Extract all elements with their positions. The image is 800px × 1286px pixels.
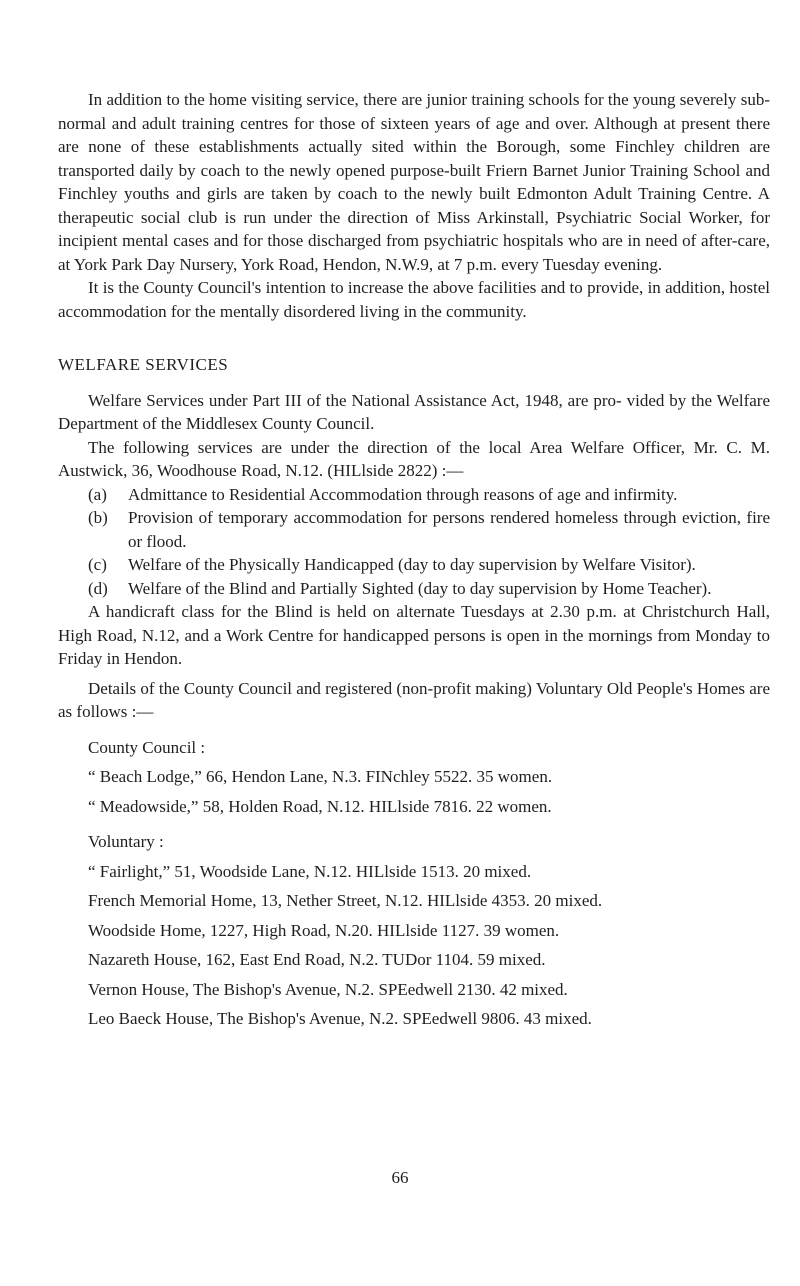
home-entry: Nazareth House, 162, East End Road, N.2. TUDor 1104. 59 mixed.	[88, 950, 546, 969]
home-entry: Vernon House, The Bishop's Avenue, N.2. SPEedwell 2130. 42 mixed.	[88, 979, 568, 999]
intro-paragraph-1: In addition to the home visiting service, there are junior training schools for the young severely sub-normal and adult training centres for those of sixteen years of age and over. Although at present there are none of these establishments actually sited within the Borough, some Finchley children are transported daily by coach to the newly opened purpose-built Friern Barnet Junior Training School and Finchley youths and girls are taken by coach to the newly built Edmonton Adult Training Centre. A therapeutic social club is run under the direction of Miss Arkinstall, Psychiatric Social Worker, for incipient mental cases and for those discharged from psychiatric hospitals who are in need of after-care, at York Park Day Nursery, York Road, Hendon, N.W.9, at 7 p.m. every Tuesday evening.	[58, 90, 770, 274]
intro-paragraph-2: It is the County Council's intention to increase the above facilities and to provide, in addition, hostel accommodation for the mentally disordered living in the community.	[58, 278, 770, 321]
list-item-text: Admittance to Residential Accommodation through reasons of age and infirmity.	[128, 484, 678, 504]
list-item	[58, 577, 770, 601]
welfare-paragraph-2: The following services are under the direction of the local Area Welfare Officer, Mr. C. M. Austwick, 36, Woodhouse Road, N.12. (HILlside 2822) :—	[58, 437, 770, 480]
list-item	[58, 506, 770, 553]
home-entry: “ Fairlight,” 51, Woodside Lane, N.12. HILlside 1513. 20 mixed.	[88, 861, 532, 881]
welfare-paragraph-1: Welfare Services under Part III of the National Assistance Act, 1948, are pro- vided by the Welfare Department of the Middlesex County Council.	[58, 390, 770, 433]
list-item-text: Provision of temporary accommodation for persons rendered homeless through eviction, fire or flood.	[128, 508, 770, 551]
after-list-paragraph-2: Details of the County Council and registered (non-profit making) Voluntary Old People's Homes are as follows :—	[58, 678, 770, 721]
section-heading-welfare: WELFARE SERVICES	[58, 355, 229, 374]
list-item	[58, 553, 770, 577]
after-list-paragraph-1: A handicraft class for the Blind is held on alternate Tuesdays at 2.30 p.m. at Christchurch Hall, High Road, N.12, and a Work Centre for handicapped persons is open in the mornings from Monday to Friday in Hendon.	[58, 602, 770, 668]
list-item-letter: (b)	[88, 508, 108, 527]
list-item-letter: (a)	[88, 484, 107, 504]
county-council-label: County Council :	[88, 737, 206, 757]
home-entry: “ Meadowside,” 58, Holden Road, N.12. HILlside 7816. 22 women.	[88, 796, 552, 816]
home-entry: Leo Baeck House, The Bishop's Avenue, N.2. SPEedwell 9806. 43 mixed.	[88, 1009, 592, 1028]
list-item-text: Welfare of the Blind and Partially Sighted (day to day supervision by Home Teacher).	[128, 578, 712, 598]
home-entry: “ Beach Lodge,” 66, Hendon Lane, N.3. FINchley 5522. 35 women.	[88, 767, 553, 786]
text-column	[58, 88, 770, 1031]
voluntary-label: Voluntary :	[88, 832, 164, 851]
home-entry: Woodside Home, 1227, High Road, N.20. HILlside 1127. 39 women.	[88, 920, 560, 940]
page-number: 66	[391, 1168, 409, 1187]
list-item	[58, 483, 770, 507]
home-entry: French Memorial Home, 13, Nether Street, N.12. HILlside 4353. 20 mixed.	[88, 891, 603, 910]
list-item-text: Welfare of the Physically Handicapped (day to day supervision by Welfare Visitor).	[128, 555, 696, 574]
list-item-letter: (c)	[88, 555, 107, 574]
list-item-letter: (d)	[88, 578, 108, 598]
